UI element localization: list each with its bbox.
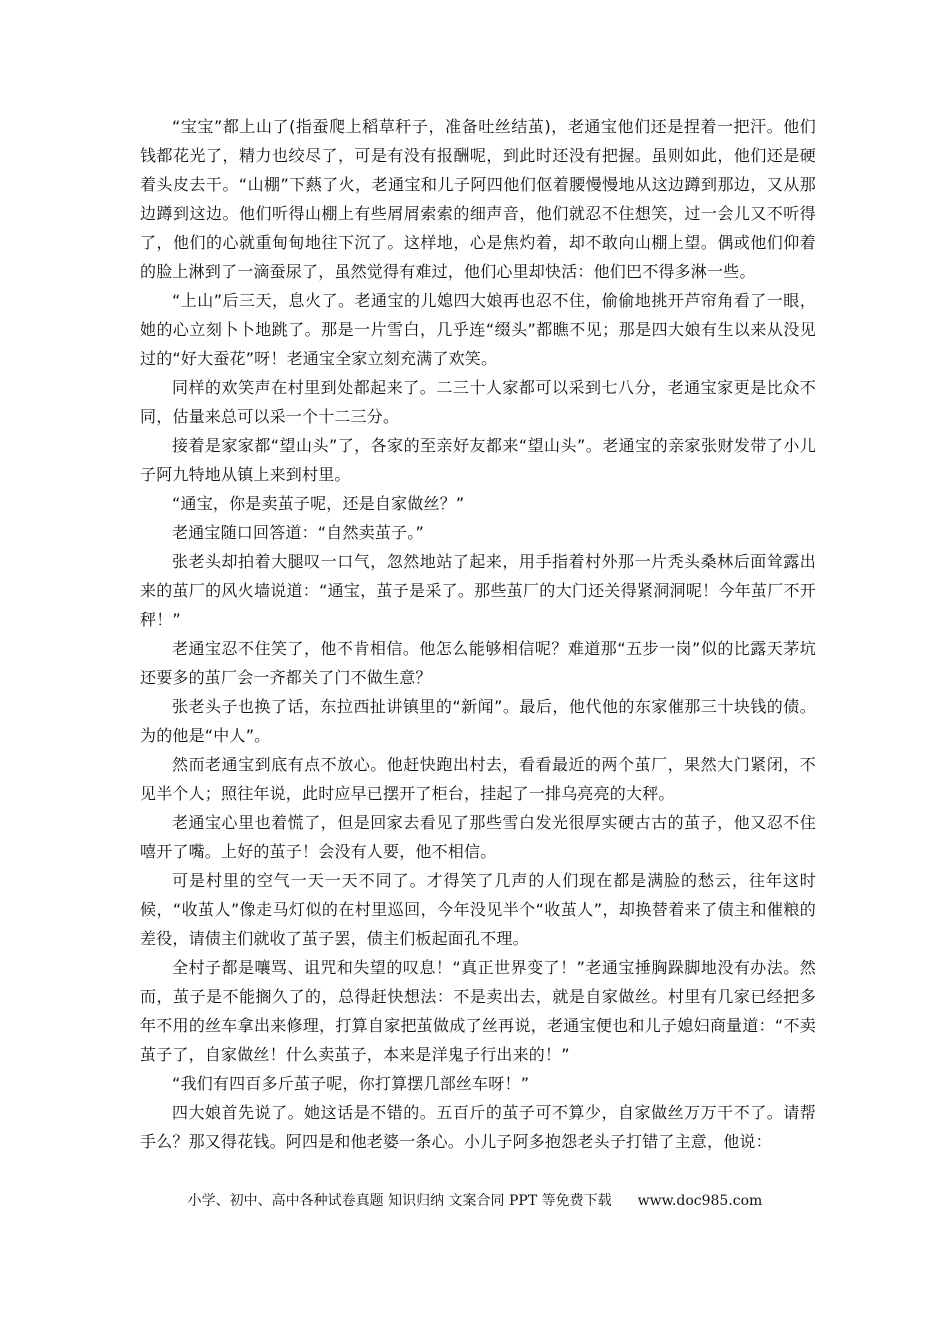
article-body [140,112,816,1156]
paragraph-9: 张老头子也换了话，东拉西扯讲镇里的“新闻”。最后，他代他的东家催那三十块钱的债。为的他是“中人”。 [140,697,816,745]
paragraph-12: 可是村里的空气一天一天不同了。才得笑了几声的人们现在都是满脸的愁云，往年这时候，“收茧人”像走马灯似的在村里巡回，今年没见半个“收茧人”，却换替着来了债主和催粮的差役，请债主们就收了茧子罢，债主们板起面孔不理。 [140,871,816,948]
paragraph-14: “我们有四百多斤茧子呢，你打算摆几部丝车呀！” [172,1074,530,1093]
paragraph-5: “通宝，你是卖茧子呢，还是自家做丝？” [172,494,465,513]
paragraph-1: “宝宝”都上山了(指蚕爬上稻草秆子，准备吐丝结茧)，老通宝他们还是捏着一把汗。他们钱都花光了，精力也绞尽了，可是有没有报酬呢，到此时还没有把握。虽则如此，他们还是硬着头皮去干。“山棚”下爇了火，老通宝和儿子阿四他们伛着腰慢慢地从这边蹲到那边，又从那边蹲到这边。他们听得山棚上有些屑屑索索的细声音，他们就忍不住想笑，过一会儿又不听得了，他们的心就重甸甸地往下沉了。这样地，心是焦灼着，却不敢向山棚上望。偶或他们仰着的脸上淋到了一滴蚕尿了，虽然觉得有难过，他们心里却快活：他们巴不得多淋一些。 [140,117,816,281]
footer-text: 小学、初中、高中各种试卷真题 知识归纳 文案合同 PPT 等免费下载 [187,1193,612,1209]
paragraph-15: 四大娘首先说了。她这话是不错的。五百斤的茧子可不算少，自家做丝万万干不了。请帮手么？那又得花钱。阿四是和他老婆一条心。小儿子阿多抱怨老头子打错了主意，他说： [140,1103,816,1151]
paragraph-3: 同样的欢笑声在村里到处都起来了。二三十人家都可以采到七八分，老通宝家更是比众不同，估量来总可以采一个十二三分。 [140,378,816,426]
paragraph-11: 老通宝心里也着慌了，但是回家去看见了那些雪白发光很厚实硬古古的茧子，他又忍不住嘻开了嘴。上好的茧子！会没有人要，他不相信。 [140,813,816,861]
paragraph-8: 老通宝忍不住笑了，他不肯相信。他怎么能够相信呢？难道那“五步一岗”似的比露天茅坑还要多的茧厂会一齐都关了门不做生意？ [140,639,816,687]
paragraph-10: 然而老通宝到底有点不放心。他赶快跑出村去，看看最近的两个茧厂，果然大门紧闭，不见半个人；照往年说，此时应早已摆开了柜台，挂起了一排乌亮亮的大秤。 [140,755,816,803]
footer-url[interactable]: www.doc985.com [637,1193,763,1209]
page-footer [0,1190,950,1212]
paragraph-2: “上山”后三天，息火了。老通宝的儿媳四大娘再也忍不住，偷偷地挑开芦帘角看了一眼，她的心立刻卜卜地跳了。那是一片雪白，几乎连“缀头”都瞧不见；那是四大娘有生以来从没见过的“好大蚕花”呀！老通宝全家立刻充满了欢笑。 [140,291,816,368]
paragraph-6: 老通宝随口回答道：“自然卖茧子。” [172,523,424,542]
paragraph-7: 张老头却拍着大腿叹一口气，忽然地站了起来，用手指着村外那一片秃头桑林后面耸露出来的茧厂的风火墙说道：“通宝，茧子是采了。那些茧厂的大门还关得紧洞洞呢！今年茧厂不开秤！” [140,552,816,629]
paragraph-4: 接着是家家都“望山头”了，各家的至亲好友都来“望山头”。老通宝的亲家张财发带了小儿子阿九特地从镇上来到村里。 [140,436,816,484]
paragraph-13: 全村子都是嚷骂、诅咒和失望的叹息！“真正世界变了！”老通宝捶胸跺脚地没有办法。然而，茧子是不能搁久了的，总得赶快想法：不是卖出去，就是自家做丝。村里有几家已经把多年不用的丝车拿出来修理，打算自家把茧做成了丝再说，老通宝便也和儿子媳妇商量道：“不卖茧子了，自家做丝！什么卖茧子，本来是洋鬼子行出来的！” [140,958,816,1064]
